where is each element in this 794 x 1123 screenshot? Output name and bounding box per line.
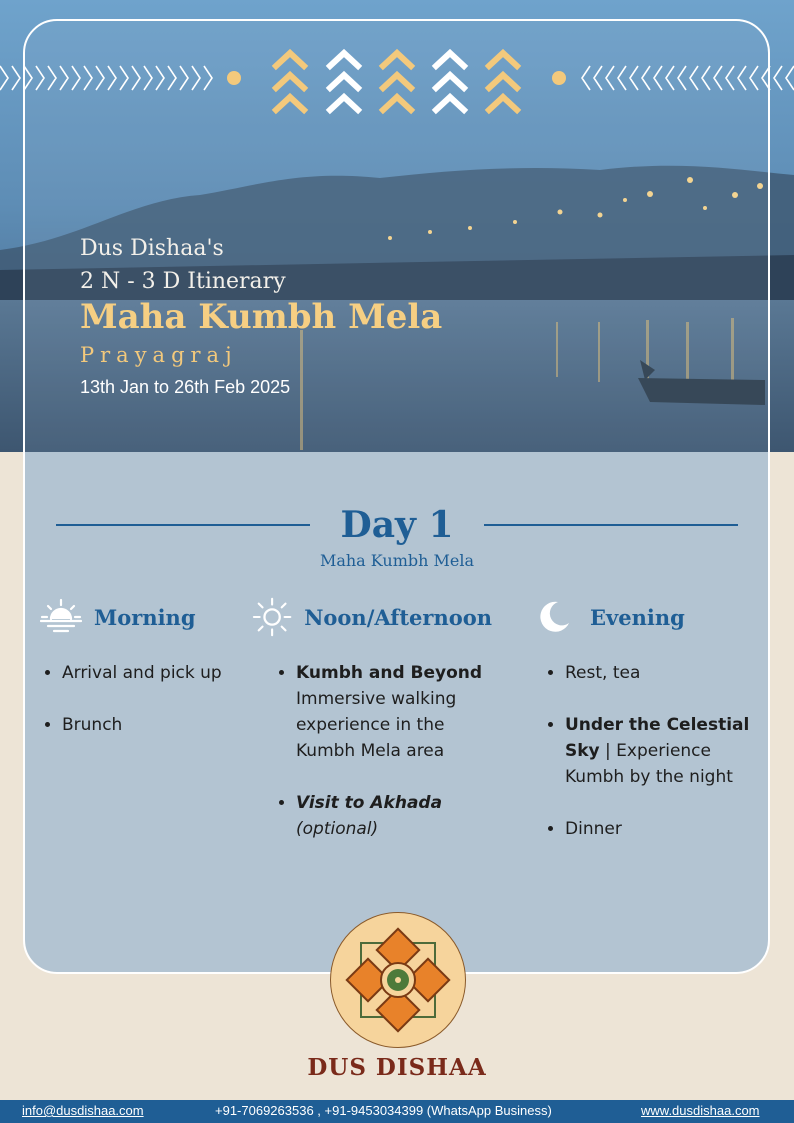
footer-bar: [0, 1100, 794, 1123]
item-title: Visit to Akhada: [296, 793, 443, 813]
day-subtitle: Maha Kumbh Mela: [319, 551, 475, 570]
phone-numbers: +91-7069263536 , +91-9453034399 (WhatsApp Business): [215, 1103, 552, 1118]
sun-icon: [252, 596, 292, 638]
mandala-logo-icon: [331, 913, 465, 1047]
brand-logo: [330, 912, 466, 1048]
evening-column: [536, 596, 766, 868]
email-link[interactable]: info@dusdishaa.com: [22, 1103, 144, 1118]
noon-label: Noon/Afternoon: [304, 604, 492, 630]
event-title: Maha Kumbh Mela: [80, 297, 443, 337]
noon-column: [252, 596, 492, 868]
event-dates: 13th Jan to 26th Feb 2025: [80, 377, 291, 397]
evening-label: Evening: [590, 604, 685, 630]
chevron-ornament: [0, 40, 794, 120]
day-title: Day 1: [340, 504, 454, 546]
item-title: Kumbh and Beyond: [296, 663, 483, 683]
noon-list: [252, 660, 492, 842]
list-item: • Rest, tea: [565, 660, 766, 686]
noon-heading: [252, 596, 492, 638]
item-text: | Experience Kumbh by the night: [565, 741, 733, 787]
crescent-moon-icon: [536, 599, 572, 635]
list-item: • Arrival and pick up: [62, 660, 255, 686]
title-block: [80, 232, 442, 400]
company-line: Dus Dishaa's: [80, 236, 224, 261]
website-link[interactable]: www.dusdishaa.com: [641, 1103, 760, 1118]
evening-heading: [536, 596, 766, 638]
morning-heading: [40, 596, 255, 638]
list-item: • Dinner: [565, 816, 766, 842]
item-title: Under the Celestial Sky: [565, 715, 750, 761]
evening-list: [536, 660, 766, 842]
city-name: Prayagraj: [80, 343, 238, 367]
item-text: Immersive walking experience in the Kumbh Mela area: [296, 689, 457, 761]
brand-name: DUS DISHAA: [307, 1054, 487, 1081]
sunrise-icon: [40, 597, 82, 637]
morning-label: Morning: [94, 604, 196, 630]
day-header: [0, 500, 794, 572]
list-item: [296, 660, 492, 764]
list-item: [565, 712, 766, 790]
list-item: • Brunch: [62, 712, 255, 738]
item-text: (optional): [296, 819, 379, 839]
itinerary-line: 2 N - 3 D Itinerary: [80, 269, 286, 294]
morning-list: [40, 660, 255, 738]
list-item: [296, 790, 492, 842]
morning-column: [40, 596, 255, 764]
